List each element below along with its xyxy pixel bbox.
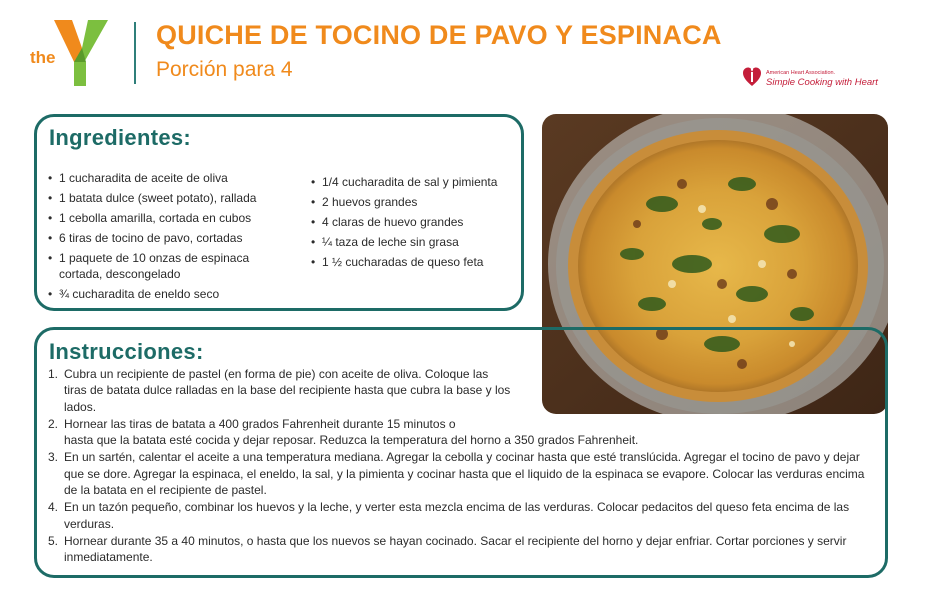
ymca-logo	[30, 18, 114, 88]
list-item: • 1/4 cucharadita de sal y pimienta	[311, 174, 516, 190]
step-number: 3.	[48, 450, 59, 465]
ingredients-box	[34, 114, 524, 311]
ingredients-list-left	[48, 170, 293, 306]
aha-logo	[742, 64, 892, 96]
step-number: 5.	[48, 533, 59, 548]
step-number: 4.	[48, 500, 59, 515]
list-item	[48, 416, 639, 449]
step-text: hasta que la batata esté cocida y dejar reposar. Reduzca la temperatura del horno a 350 grados Fahrenheit.	[64, 433, 639, 448]
y-logo-icon	[30, 18, 114, 88]
recipe-title: QUICHE DE TOCINO DE PAVO Y ESPINACA	[156, 20, 722, 50]
aha-name: American Heart Association.	[766, 70, 836, 76]
list-item: • 1 batata dulce (sweet potato), rallada	[48, 190, 293, 206]
heart-torch-icon	[742, 64, 762, 88]
step-number: 2.	[48, 416, 59, 431]
logo-text: the	[30, 48, 56, 67]
list-item: • 1 cucharadita de aceite de oliva	[48, 170, 293, 186]
serving-size: Porción para 4	[156, 58, 293, 81]
list-item: • ¼ taza de leche sin grasa	[311, 234, 516, 250]
header-divider	[134, 22, 136, 84]
list-item: • 1 paquete de 10 onzas de espinaca cortada, descongelado	[48, 250, 293, 282]
step-text: Hornear las tiras de batata a 400 grados Fahrenheit durante 15 minutos o	[64, 416, 456, 431]
step-text: En un tazón pequeño, combinar los huevos y la leche, y verter esta mezcla encima de las verduras. Colocar pedacitos del queso feta encima de las verduras.	[64, 500, 850, 531]
list-item: • 1 ½ cucharadas de queso feta	[311, 254, 516, 270]
step-text: Hornear durante 35 a 40 minutos, o hasta que los nuevos se hayan cocinado. Sacar el recipiente del horno y dejar enfriar. Cortar porciones y servir inmediatamente.	[64, 533, 847, 565]
list-item	[48, 449, 874, 498]
list-item: • 2 huevos grandes	[311, 194, 516, 210]
list-item	[48, 499, 874, 532]
instructions-list	[48, 366, 874, 567]
list-item: • 6 tiras de tocino de pavo, cortadas	[48, 230, 293, 246]
list-item	[48, 533, 874, 566]
step-text: Cubra un recipiente de pastel (en forma de pie) con aceite de oliva. Coloque las tiras de batata dulce ralladas en la base del recipiente hasta que cubra la base y los lados.	[64, 367, 511, 414]
instructions-box	[34, 327, 888, 578]
step-number: 1.	[48, 367, 59, 381]
ingredients-title: Ingredientes:	[49, 125, 192, 150]
instructions-title: Instrucciones:	[49, 339, 204, 364]
list-item: • 4 claras de huevo grandes	[311, 214, 516, 230]
list-item: • ¾ cucharadita de eneldo seco	[48, 286, 293, 302]
aha-tagline: Simple Cooking with Heart	[766, 77, 878, 88]
list-item	[48, 366, 514, 415]
list-item: • 1 cebolla amarilla, cortada en cubos	[48, 210, 293, 226]
step-text: En un sartén, calentar el aceite a una temperatura mediana. Agregar la cebolla y cocinar hasta que esté translúcida. Agregar el tocino de pavo y dejar que se dore. Agregar la espinaca, el eneldo, la sal, y la pimienta y cocinar hasta que el liquido de la espinaca se evapore. Colocar las verduras encima de la batata en el recipiente de pastel.	[64, 450, 865, 498]
ingredients-list-right	[311, 174, 516, 274]
